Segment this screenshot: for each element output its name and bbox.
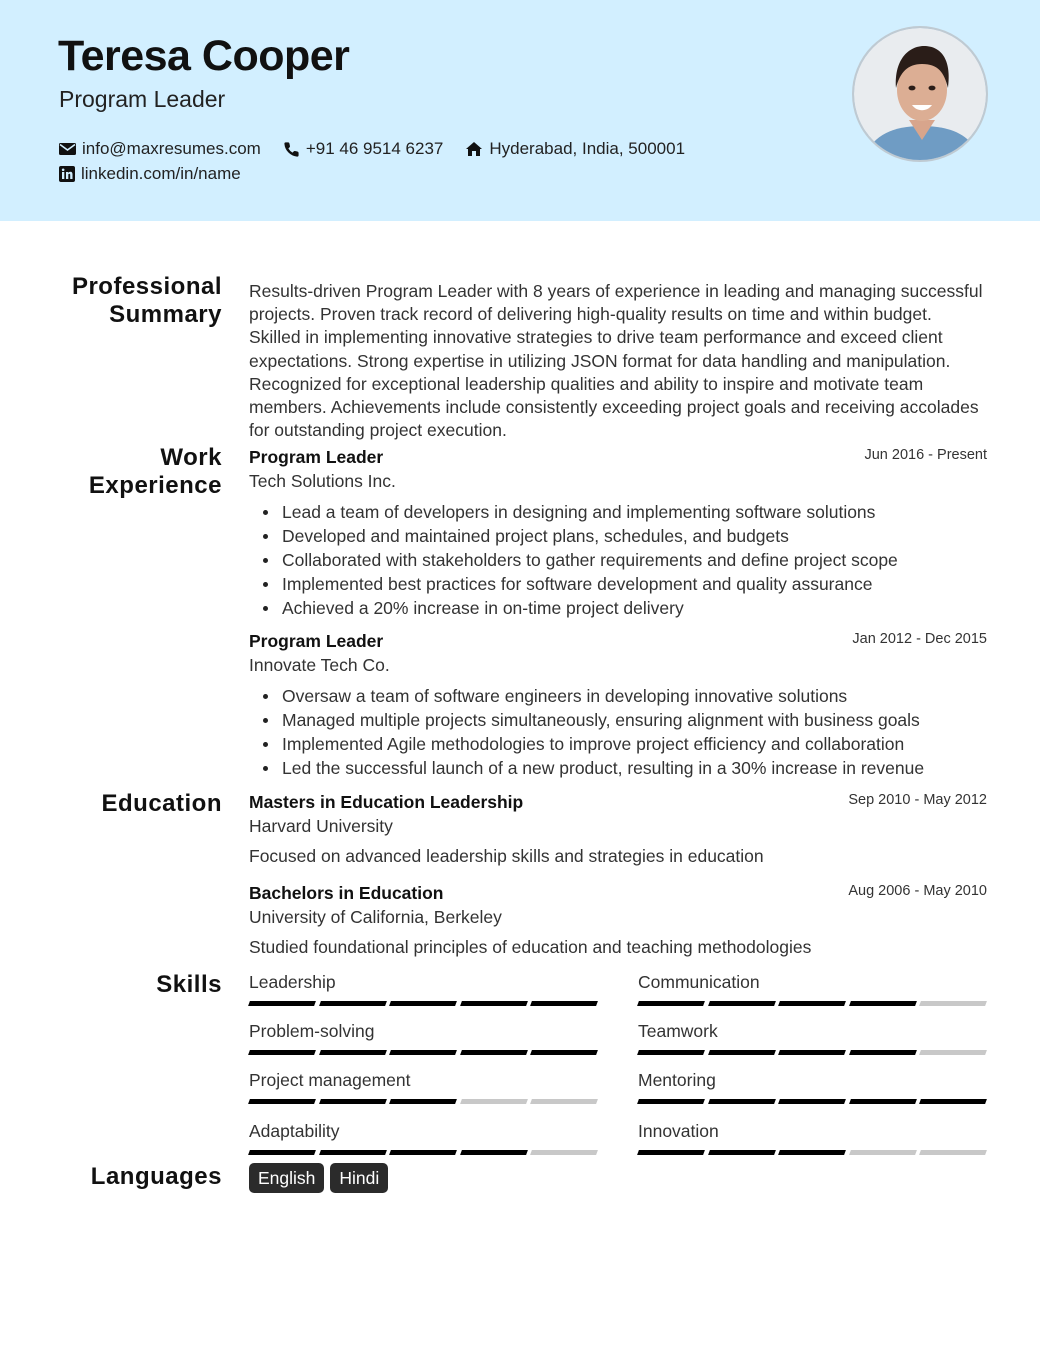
skill-segment-filled (248, 1050, 316, 1055)
job-dates: Jan 2012 - Dec 2015 (852, 631, 987, 647)
candidate-name: Teresa Cooper (58, 32, 350, 80)
envelope-icon (59, 142, 76, 156)
skill-segment-filled (248, 1001, 316, 1006)
skill-segment-filled (389, 1050, 457, 1055)
skill-name: Mentoring (638, 1070, 716, 1090)
education-dates: Sep 2010 - May 2012 (848, 792, 987, 808)
job-bullet: Implemented Agile methodologies to improve project efficiency and collaboration (249, 732, 987, 756)
skill-segment-filled (708, 1099, 776, 1104)
skill-level-bar (638, 1001, 986, 1006)
linkedin-text: linkedin.com/in/name (81, 164, 241, 183)
skill-segment-filled (637, 1050, 705, 1055)
summary-text: Results-driven Program Leader with 8 years of experience in leading and managing successful projects. Proven track record of delivering high-quality results on time and within budget. Skilled in implementing innovative strategies to drive team performance and exceed client expectations. Strong expertise in utilizing JSON format for data handling and manipulation. Recognized for exceptional leadership qualities and ability to inspire and motivate team members. Achievements include consistently exceeding project goals and receiving accolades for outstanding project execution. (249, 281, 983, 441)
skill-segment-filled (778, 1001, 846, 1006)
education-entry (249, 792, 987, 867)
skill-item (638, 972, 986, 1006)
skill-segment-filled (849, 1099, 917, 1104)
job-entry (249, 631, 987, 780)
job-bullet: Achieved a 20% increase in on-time project delivery (249, 596, 987, 620)
skill-segment-filled (849, 1001, 917, 1006)
contact-phone[interactable] (283, 139, 444, 159)
contact-row-2 (59, 164, 263, 184)
skill-segment-filled (248, 1099, 316, 1104)
job-bullet: Developed and maintained project plans, schedules, and budgets (249, 524, 987, 548)
location-text: Hyderabad, India, 500001 (489, 139, 686, 158)
job-bullet: Lead a team of developers in designing and implementing software solutions (249, 500, 987, 524)
skill-segment-filled (708, 1001, 776, 1006)
phone-text: +91 46 9514 6237 (305, 139, 444, 158)
skill-segment-filled (637, 1150, 705, 1155)
skill-level-bar (249, 1050, 597, 1055)
skill-name: Project management (249, 1070, 411, 1090)
skill-segment-filled (389, 1150, 457, 1155)
skill-segment-empty (919, 1050, 987, 1055)
skill-segment-filled (319, 1050, 387, 1055)
school-name: Harvard University (249, 816, 393, 836)
home-icon (465, 141, 483, 157)
contact-row (59, 139, 707, 159)
skill-name: Innovation (638, 1121, 719, 1141)
skill-segment-filled (460, 1150, 528, 1155)
skill-segment-empty (849, 1150, 917, 1155)
school-name: University of California, Berkeley (249, 907, 502, 927)
skill-segment-empty (919, 1150, 987, 1155)
skill-segment-filled (778, 1050, 846, 1055)
skill-segment-filled (530, 1050, 598, 1055)
skill-segment-empty (919, 1001, 987, 1006)
skill-segment-filled (637, 1099, 705, 1104)
skill-name: Problem-solving (249, 1021, 375, 1041)
skill-segment-empty (530, 1099, 598, 1104)
job-bullet: Led the successful launch of a new product, resulting in a 30% increase in revenue (249, 756, 987, 780)
skill-segment-filled (248, 1150, 316, 1155)
skill-item (249, 1121, 597, 1155)
skill-segment-filled (319, 1001, 387, 1006)
skill-item (249, 972, 597, 1006)
skill-name: Adaptability (249, 1121, 340, 1141)
job-bullet: Oversaw a team of software engineers in developing innovative solutions (249, 684, 987, 708)
job-title: Program Leader (249, 447, 384, 467)
skill-segment-filled (708, 1050, 776, 1055)
job-bullets (249, 500, 987, 620)
skill-name: Communication (638, 972, 760, 992)
section-title-skills: Skills (156, 971, 222, 998)
skill-segment-filled (389, 1001, 457, 1006)
skill-segment-filled (389, 1099, 457, 1104)
contact-location (465, 139, 685, 159)
skill-segment-filled (919, 1099, 987, 1104)
skill-segment-filled (319, 1150, 387, 1155)
skill-segment-filled (637, 1001, 705, 1006)
education-description: Focused on advanced leadership skills and strategies in education (249, 846, 764, 866)
portrait-image (854, 28, 988, 162)
skill-segment-filled (849, 1050, 917, 1055)
phone-icon (283, 141, 300, 158)
section-title-work: Work Experience (88, 444, 222, 499)
skill-level-bar (638, 1050, 986, 1055)
skill-level-bar (249, 1099, 597, 1104)
skill-level-bar (249, 1001, 597, 1006)
skill-item (638, 1070, 986, 1104)
skill-name: Teamwork (638, 1021, 718, 1041)
contact-linkedin[interactable] (59, 164, 241, 184)
education-description: Studied foundational principles of education and teaching methodologies (249, 937, 812, 957)
skill-level-bar (249, 1150, 597, 1155)
company-name: Tech Solutions Inc. (249, 471, 396, 491)
skill-level-bar (638, 1150, 986, 1155)
language-badge: English (249, 1163, 324, 1193)
education-entry (249, 883, 987, 958)
skill-segment-filled (319, 1099, 387, 1104)
profile-photo (852, 26, 988, 162)
language-list (249, 1163, 394, 1193)
skill-item (638, 1121, 986, 1155)
skill-segment-empty (530, 1150, 598, 1155)
skill-segment-filled (778, 1099, 846, 1104)
education-dates: Aug 2006 - May 2010 (848, 883, 987, 899)
skill-segment-filled (460, 1050, 528, 1055)
contact-email[interactable] (59, 139, 261, 159)
job-bullets (249, 684, 987, 780)
degree-name: Masters in Education Leadership (249, 792, 524, 812)
section-title-education: Education (101, 790, 222, 817)
degree-name: Bachelors in Education (249, 883, 444, 903)
skill-segment-empty (460, 1099, 528, 1104)
skill-level-bar (638, 1099, 986, 1104)
section-title-summary: Professional Summary (71, 273, 222, 328)
language-badge: Hindi (330, 1163, 388, 1193)
section-title-languages: Languages (90, 1163, 222, 1190)
job-entry (249, 447, 987, 620)
skill-item (249, 1070, 597, 1104)
skill-item (249, 1021, 597, 1055)
job-title: Program Leader (249, 631, 384, 651)
email-text: info@maxresumes.com (82, 139, 261, 158)
job-bullet: Collaborated with stakeholders to gather requirements and define project scope (249, 548, 987, 572)
linkedin-icon (59, 166, 75, 182)
candidate-title: Program Leader (59, 86, 226, 112)
skill-segment-filled (708, 1150, 776, 1155)
skill-segment-filled (530, 1001, 598, 1006)
job-bullet: Managed multiple projects simultaneously, ensuring alignment with business goals (249, 708, 987, 732)
skill-name: Leadership (249, 972, 336, 992)
job-bullet: Implemented best practices for software development and quality assurance (249, 572, 987, 596)
skill-segment-filled (778, 1150, 846, 1155)
skill-item (638, 1021, 986, 1055)
company-name: Innovate Tech Co. (249, 655, 390, 675)
resume-header (0, 0, 1040, 221)
job-dates: Jun 2016 - Present (864, 447, 987, 463)
skill-segment-filled (460, 1001, 528, 1006)
